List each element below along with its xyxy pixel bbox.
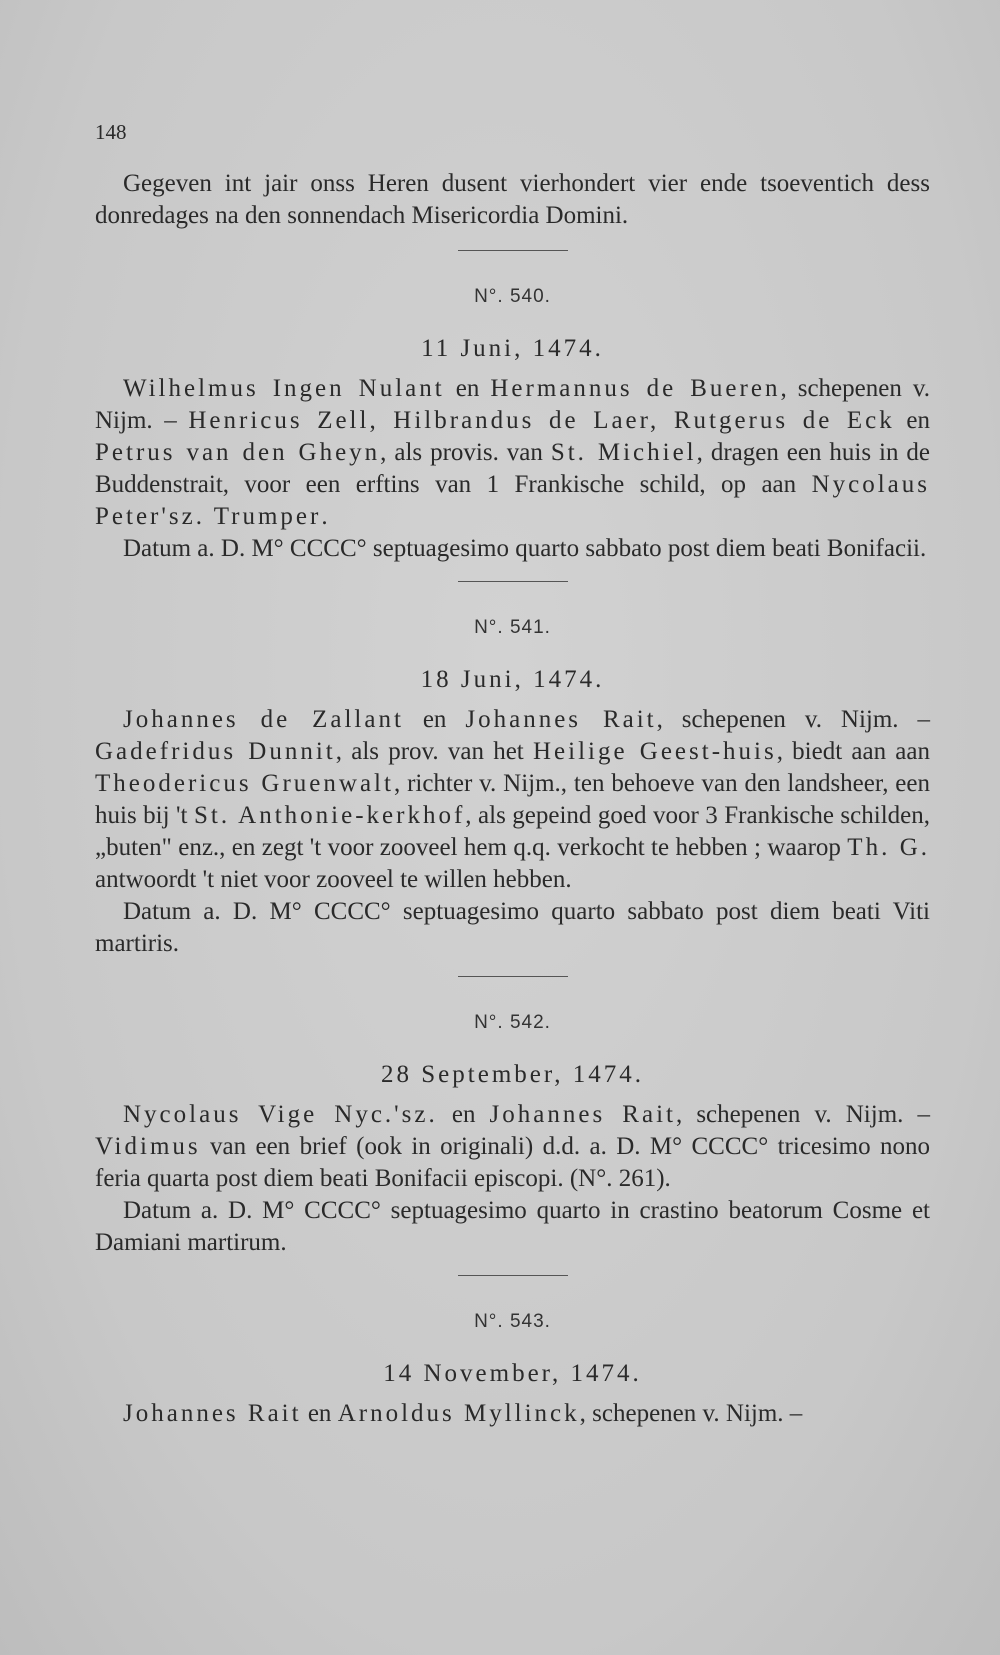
text-run: , schepenen v. Nijm. –: [656, 706, 930, 733]
name-text: Johannes Rait: [489, 1101, 676, 1128]
text-run: en: [301, 1400, 338, 1427]
entry-text: [95, 373, 930, 533]
name-text: Theodericus Gruenwalt: [95, 770, 394, 797]
text-run: , dragen een huis in de Buddenstrait, voor een erftins van 1 Frankische schild, op aan: [95, 439, 931, 498]
text-run: , schepenen v. Nijm. –: [579, 1400, 803, 1427]
entry-text: [95, 1398, 930, 1430]
name-text: Johannes de Zallant: [123, 706, 404, 733]
name-text: St. Anthonie-kerkhof: [193, 802, 466, 829]
name-text: Johannes Rait: [465, 706, 657, 733]
text-run: en: [403, 706, 466, 733]
text-run: , als gepeind goed voor 3 Frankische schilden, „buten" enz., en zegt 't voor zooveel hem q.q. verkocht te hebben ; waarop: [95, 802, 930, 861]
entry-number: N°. 540.: [474, 286, 551, 307]
entry-date: 11 Juni, 1474.: [421, 335, 604, 362]
name-text: Arnoldus Myllinck: [337, 1400, 580, 1427]
entry-540: [95, 281, 930, 565]
text-run: en: [894, 407, 930, 434]
entry-text: [95, 704, 930, 896]
entry-datum: Datum a. D. M° CCCC° septuagesimo quarto sabbato post diem beati Viti martiris.: [95, 898, 930, 957]
name-text: Johannes Rait: [123, 1400, 302, 1427]
section-divider: [458, 1275, 568, 1276]
text-run: , richter v. Nijm., ten behoeve van den landsheer, een huis bij 't: [95, 770, 930, 829]
entry-text: [95, 1099, 930, 1195]
text-run: , als provis. van: [380, 439, 551, 466]
name-text: Gadefridus Dunnit: [95, 738, 336, 765]
entry-number: N°. 541.: [474, 617, 551, 638]
text-run: .: [321, 503, 328, 530]
name-text: Th. G.: [847, 834, 930, 861]
section-divider: [458, 581, 568, 582]
section-divider: [458, 250, 568, 251]
text-run: en: [444, 375, 491, 402]
text-run: , als prov. van het: [335, 738, 533, 765]
text-run: , biedt aan aan: [776, 738, 930, 765]
name-text: Heilige Geest-huis: [532, 738, 777, 765]
text-run: van een brief (ook in originali) d.d. a. D. M° CCCC° tricesimo nono feria quarta post diem beati Bonifacii episcopi. (N°. 261).: [95, 1133, 930, 1192]
text-run: antwoordt 't niet voor zooveel te willen hebben.: [95, 866, 572, 893]
text-run: , schepenen v. Nijm. –: [675, 1101, 930, 1128]
entry-number: N°. 543.: [474, 1311, 551, 1332]
entry-date: 28 September, 1474.: [381, 1061, 644, 1088]
page-content: [95, 116, 930, 1430]
page-number: 148: [95, 120, 127, 144]
name-text: Wilhelmus Ingen Nulant: [123, 375, 445, 402]
name-text: Vidimus: [95, 1133, 201, 1160]
name-text: Nycolaus Peter'sz. Trumper: [95, 471, 930, 530]
name-text: Nycolaus Vige Nyc.'sz.: [123, 1101, 438, 1128]
name-text: Petrus van den Gheyn: [95, 439, 381, 466]
entry-number: N°. 542.: [474, 1012, 551, 1033]
text-run: en: [437, 1101, 490, 1128]
entry-542: [95, 1007, 930, 1259]
entry-datum: Datum a. D. M° CCCC° septuagesimo quarto sabbato post diem beati Bonifacii.: [123, 535, 927, 562]
name-text: St. Michiel: [550, 439, 697, 466]
text-run: , schepenen v. Nijm. –: [95, 375, 930, 434]
section-divider: [458, 976, 568, 977]
entry-541: [95, 612, 930, 960]
name-text: Henricus Zell, Hilbrandus de Laer, Rutgerus de Eck: [188, 407, 895, 434]
name-text: Hermannus de Bueren: [490, 375, 781, 402]
entry-date: 18 Juni, 1474.: [420, 666, 605, 693]
intro-paragraph: Gegeven int jair onss Heren dusent vierhondert vier ende tsoeventich dess donredages na den sonnendach Misericordia Domini.: [95, 170, 930, 229]
entry-date: 14 November, 1474.: [383, 1360, 642, 1387]
entry-543: [95, 1306, 930, 1430]
entry-datum: Datum a. D. M° CCCC° septuagesimo quarto in crastino beatorum Cosme et Damiani martirum.: [95, 1197, 930, 1256]
